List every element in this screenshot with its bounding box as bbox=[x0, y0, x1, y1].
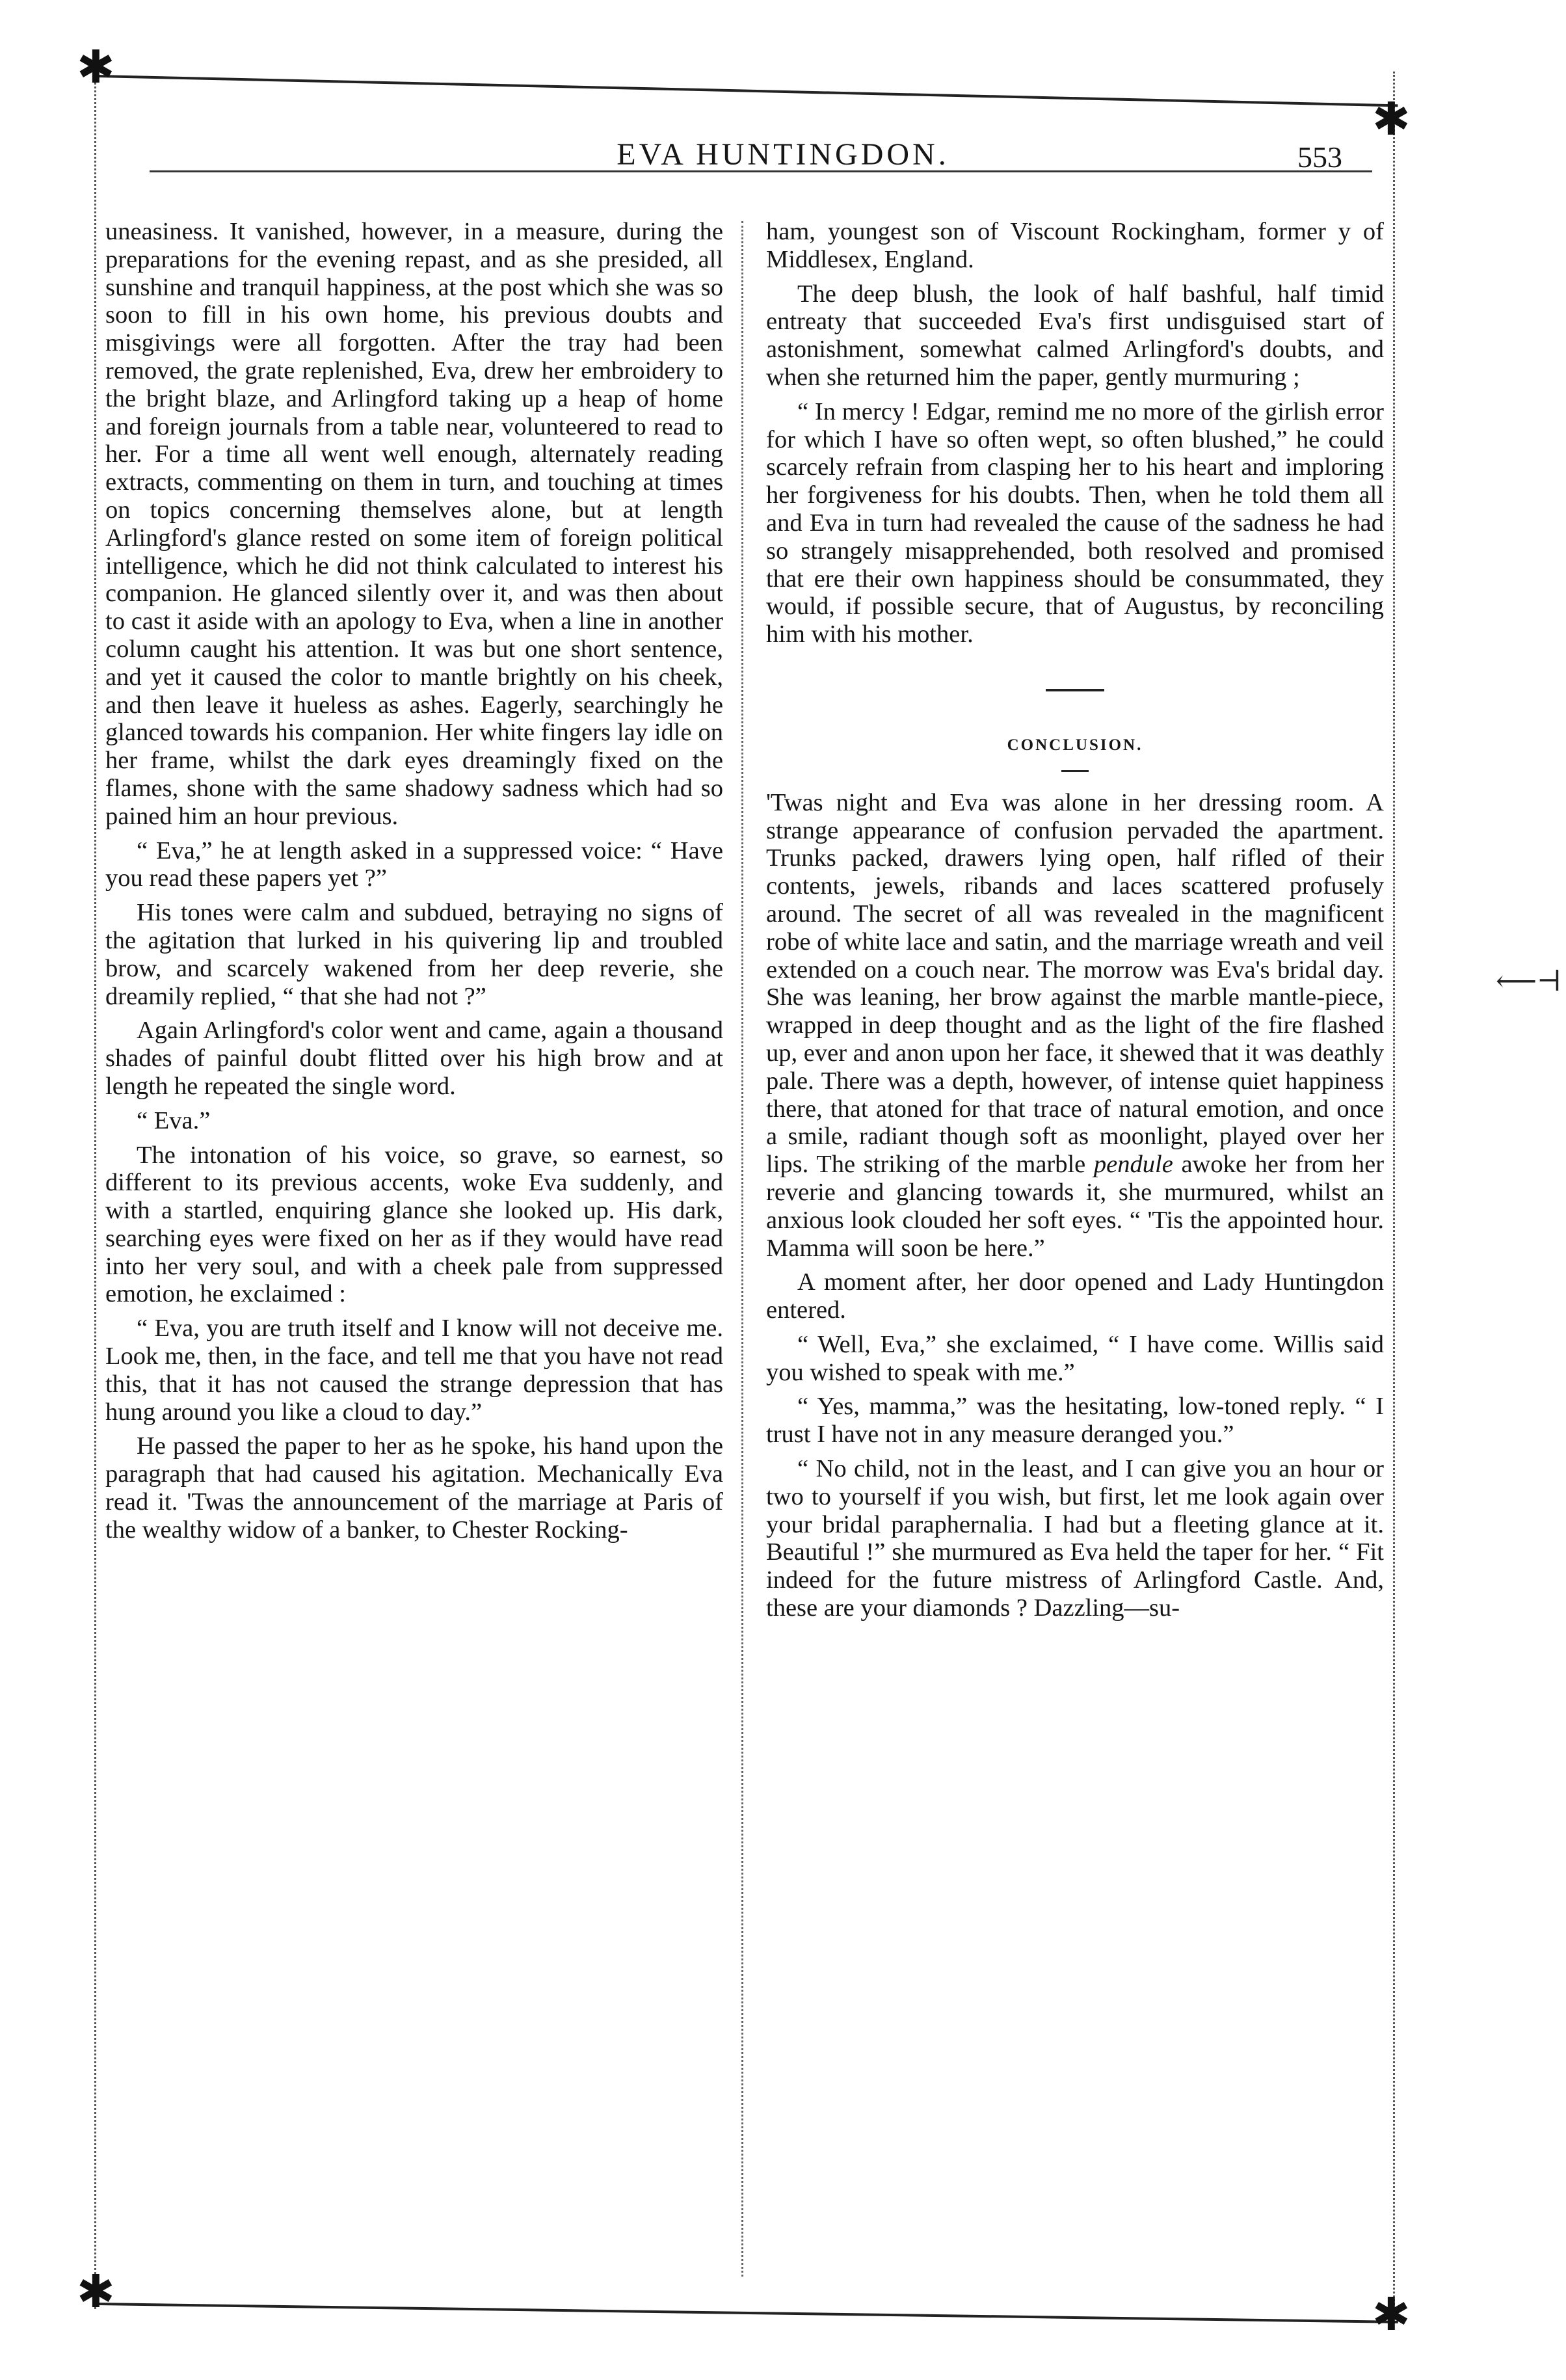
paragraph bbox=[766, 789, 1384, 1263]
paragraph: “ No child, not in the least, and I can give you an hour or two to yourself if you wish, but first, let me look again over your bridal paraphernalia. I had but a fleeting glance at it. Beautiful !” she murmured as Eva held the taper for her. “ Fit indeed for the future mistress of Arlingford Castle. And, these are your diamonds ? Dazzling—su- bbox=[766, 1455, 1384, 1622]
right-column bbox=[766, 218, 1384, 1629]
left-column bbox=[105, 218, 723, 1551]
paragraph: His tones were calm and subdued, betraying no signs of the agitation that lurked in his quivering lip and troubled brow, and scarcely wakened from her deep reverie, she dreamily replied, “ that she had not ?” bbox=[105, 899, 723, 1010]
paragraph-text: awoke her from her reverie and glancing towards it, she murmured, whilst an anxious look clouded her soft eyes. “ 'Tis the appointed hour. Mamma will soon be here.” bbox=[766, 1151, 1385, 1262]
paragraph: “ Eva.” bbox=[137, 1106, 211, 1134]
left-border-rule bbox=[94, 72, 96, 2309]
bottom-border-rule bbox=[98, 2303, 1398, 2323]
corner-ornament-icon: ✱ bbox=[77, 43, 115, 93]
paragraph: “ Well, Eva,” she exclaimed, “ I have come. Willis said you wished to speak with me.” bbox=[766, 1330, 1384, 1386]
paragraph: ham, youngest son of Viscount Rockingham, former y of Middlesex, England. bbox=[766, 218, 1384, 273]
column-divider bbox=[741, 221, 743, 2277]
paragraph: uneasiness. It vanished, however, in a measure, during the preparations for the evening repast, and as she presided, all sunshine and tranquil happiness, at the post which she was so soon to fill in his own home, his previous doubts and misgivings were all forgotten. After the tray had been removed, the grate replenished, Eva, drew her embroidery to the bright blaze, and Arlingford taking up a heap of home and foreign journals from a table near, volunteered to read to her. For a time all went well enough, alternately reading extracts, commenting on them in turn, and touching at times on topics concerning themselves alone, but at length Arlingford's glance rested on some item of foreign political intelligence, which he did not think calculated to interest his companion. He glanced silently over it, and was then about to cast it aside with an apology to Eva, when a line in another column caught his attention. It was but one short sentence, and yet it caused the color to mantle brightly on his cheek, and then leave it hueless as ashes. Eagerly, searchingly he glanced towards his companion. Her white fingers lay idle on her frame, whilst the dark eyes dreamingly fixed on the flames, shone with the same shadowy sadness which had so pained him an hour previous. bbox=[105, 218, 723, 830]
corner-ornament-icon: ✱ bbox=[1372, 95, 1411, 145]
margin-mark-icon: ⟵⊣ bbox=[1496, 965, 1561, 997]
paragraph: The deep blush, the look of half bashful, half timid entreaty that succeeded Eva's first undisguised start of astonishment, somewhat calmed Arlingford's doubts, and when she returned him the paper, gently murmuring ; bbox=[766, 280, 1384, 391]
page-number: 553 bbox=[1297, 140, 1342, 174]
paragraph: He passed the paper to her as he spoke, his hand upon the paragraph that had caused his agitation. Mechanically Eva read it. 'Twas the announcement of the marriage at Paris of the wealthy widow of a banker, to Chester Rocking- bbox=[105, 1432, 723, 1544]
paragraph: A moment after, her door opened and Lady Huntingdon entered. bbox=[766, 1268, 1384, 1324]
top-border-rule bbox=[98, 75, 1398, 107]
corner-ornament-icon: ✱ bbox=[1372, 2290, 1411, 2340]
paragraph: “ Yes, mamma,” was the hesitating, low-toned reply. “ I trust I have not in any measure deranged you.” bbox=[766, 1393, 1384, 1449]
section-rule bbox=[1046, 689, 1104, 691]
right-border-rule bbox=[1393, 72, 1395, 2309]
section-heading: CONCLUSION. bbox=[1007, 736, 1143, 754]
corner-ornament-icon: ✱ bbox=[77, 2267, 115, 2318]
paragraph: “ Eva,” he at length asked in a suppressed voice: “ Have you read these papers yet ?” bbox=[105, 836, 723, 892]
section-rule-small bbox=[1061, 770, 1089, 772]
paragraph: The intonation of his voice, so grave, so earnest, so different to its previous accents, woke Eva suddenly, and with a startled, enquiring glance she looked up. His dark, searching eyes were fixed on her as if they would have read into her very soul, and with a cheek pale from suppressed emotion, he exclaimed : bbox=[105, 1141, 723, 1308]
paragraph: “ Eva, you are truth itself and I know will not deceive me. Look me, then, in the face, and tell me that you have not read this, that it has not caused the strange depression that has hung around you like a cloud to day.” bbox=[105, 1315, 723, 1426]
paragraph: Again Arlingford's color went and came, again a thousand shades of painful doubt flitted over his high brow and at length he repeated the single word. bbox=[105, 1017, 723, 1100]
paragraph-text: 'Twas night and Eva was alone in her dressing room. A strange appearance of confusion pervaded the apartment. Trunks packed, drawers lying open, half rifled of their contents, jewels, ribands and laces scattered profusely around. The secret of all was revealed in the magnificent robe of white lace and satin, and the marriage wreath and veil extended on a couch near. The morrow was Eva's bridal day. She was leaning, her brow against the marble mantle-piece, wrapped in deep thought and as the light of the fire flashed up, ever and anon upon her face, it shewed that it was deathly pale. There was a depth, however, of intense quiet happiness there, that atoned for that trace of natural emotion, and once a smile, radiant though soft as moonlight, played over her lips. The striking of the marble bbox=[766, 788, 1384, 1179]
running-title: EVA HUNTINGDON. bbox=[617, 137, 949, 172]
italic-word: pendule bbox=[1093, 1151, 1173, 1179]
paragraph: “ In mercy ! Edgar, remind me no more of the girlish error for which I have so often wept, so often blushed,” he could scarcely refrain from clasping her to his heart and imploring her forgiveness for his doubts. Then, when he told them all and Eva in turn had revealed the cause of the sadness he had so strangely misapprehended, both resolved and promised that ere their own happiness should be consummated, they would, if possible secure, that of Augustus, by reconciling him with his mother. bbox=[766, 397, 1384, 648]
